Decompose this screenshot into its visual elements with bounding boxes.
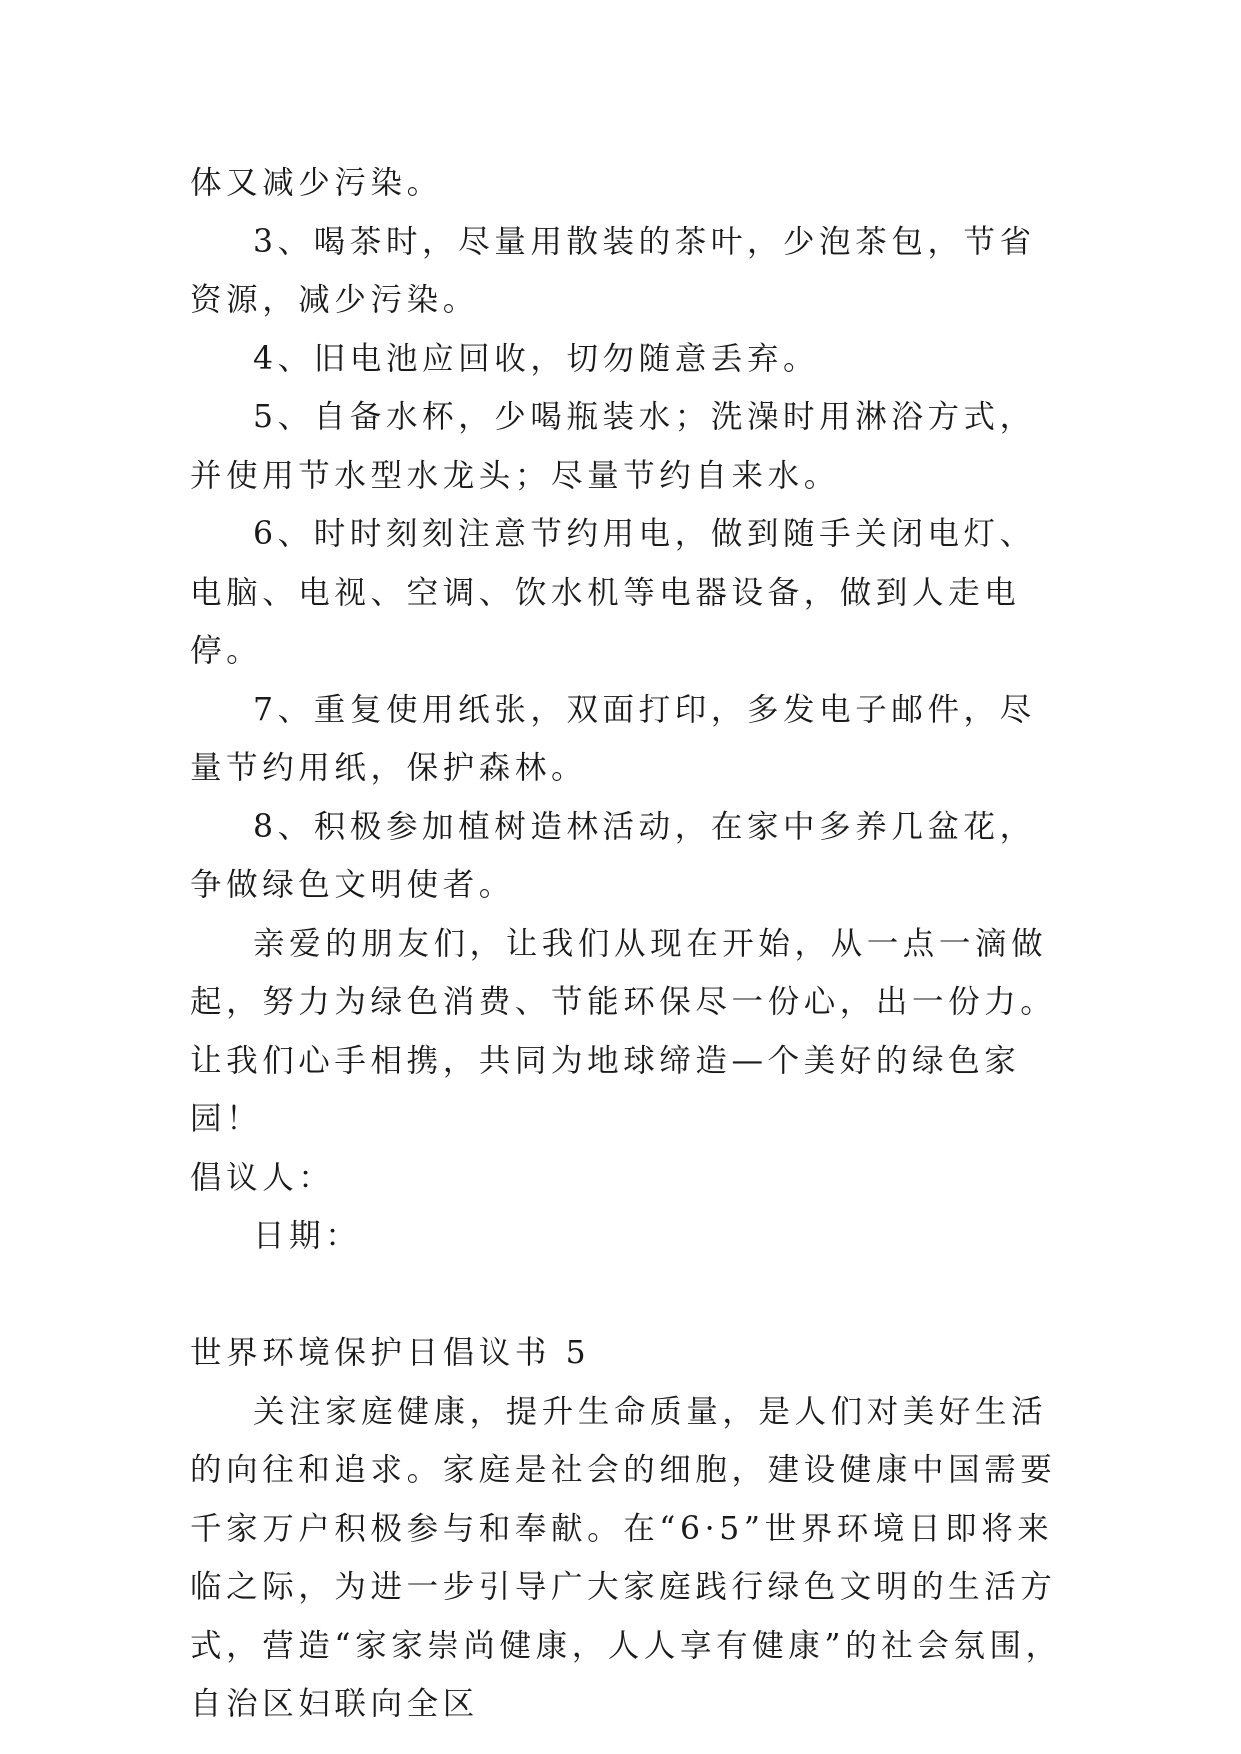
list-item-5: 5、自备水杯，少喝瓶装水；洗澡时用淋浴方式，并使用节水型水龙头；尽量节约自来水。 [190,399,1036,494]
closing-paragraph: 亲爱的朋友们，让我们从现在开始，从一点一滴做起，努力为绿色消费、节能环保尽一份心，出一份力。让我们心手相携，共同为地球缔造—个美好的绿色家园！ [190,925,1057,1137]
list-item-3: 3、喝茶时，尽量用散装的茶叶，少泡茶包，节省资源，减少污染。 [190,223,1036,318]
list-item-8: 8、积极参加植树造林活动，在家中多养几盆花，争做绿色文明使者。 [190,808,1036,903]
paragraph-continuation: 体又减少污染。 [190,165,443,201]
list-item-6: 6、时时刻刻注意节约用电，做到随手关闭电灯、电脑、电视、空调、饮水机等电器设备，做到人走电停。 [190,516,1036,669]
list-item-4: 4、旧电池应回收，切勿随意丢弃。 [253,340,820,377]
blank-line [190,1266,1070,1325]
document-body [190,154,1070,1734]
proposer-line: 倡议人： [190,1159,335,1196]
list-item-7: 7、重复使用纸张，双面打印，多发电子邮件，尽量节约用纸，保护森林。 [190,691,1036,786]
section-title: 世界环境保护日倡议书 5 [190,1335,591,1371]
intro-paragraph: 关注家庭健康，提升生命质量，是人们对美好生活的向往和追求。家庭是社会的细胞，建设健康中国需要千家万户积极参与和奉献。在“6·5”世界环境日即将来临之际，为进一步引导广大家庭践行绿色文明的生活方式，营造“家家崇尚健康，人人享有健康”的社会氛围，自治区妇联向全区 [190,1393,1062,1722]
date-line: 日期： [253,1218,362,1254]
